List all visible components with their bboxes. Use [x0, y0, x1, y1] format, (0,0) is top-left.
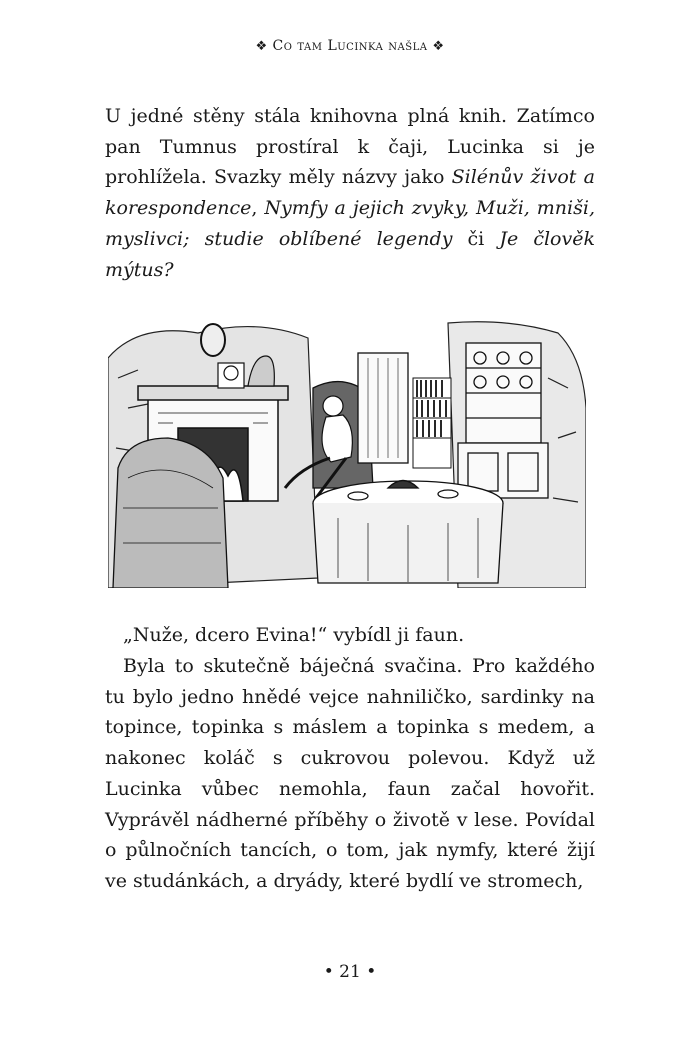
illustration-faun-cave-tea — [108, 318, 586, 588]
paragraph-tea-description: Byla to skutečně báječná svačina. Pro každého tu bylo jedno hnědé vejce nahniličko, sardinky na topince, topinka s máslem a topinka s medem, a nakonec koláč s cukrovou polevou. Když už Lucinka vůbec nemohla, faun začal hovořit. Vyprávěl nádherné příběhy o životě v lese. Povídal o půlnočních tancích, o tom, jak nymfy, které žijí ve studánkách, a dryády, které bydlí ve stromech, — [105, 655, 595, 892]
page-number — [0, 962, 700, 982]
chapter-title: Co tam Lucinka našla — [272, 38, 428, 54]
ornament-icon: ❖ — [432, 39, 445, 54]
book-title-myth: Je člověk mýtus? — [105, 227, 595, 281]
text-span: či — [452, 227, 500, 250]
oval-mirror — [201, 324, 225, 356]
dresser — [458, 343, 548, 498]
bookshelf — [413, 378, 451, 468]
folio-bullet: • — [366, 962, 377, 982]
text-span: , — [251, 197, 265, 220]
page-number-value: 21 — [339, 962, 361, 982]
ornament-icon: ❖ — [255, 39, 268, 54]
armchair — [113, 438, 228, 588]
folio-bullet: • — [323, 962, 334, 982]
wooden-door — [358, 353, 408, 463]
paragraph-bookshelf — [105, 101, 595, 285]
text-span: U jedné stěny stála knihovna plná knih. Zatímco pan Tumnus prostíral k čaji, Lucinka si je prohlížela. Svazky měly názvy jako — [105, 105, 595, 189]
paragraph-faun-invites: „Nuže, dcero Evina!“ vybídl ji faun. — [123, 624, 465, 646]
tea-table — [313, 481, 503, 584]
book-title-nymphs: Nymfy a jejich zvyky, Muži, mniši, myslivci; studie oblíbené legendy — [105, 197, 595, 250]
book-title-silenus: Silénův život a korespondence — [105, 166, 595, 220]
running-head — [0, 38, 700, 54]
